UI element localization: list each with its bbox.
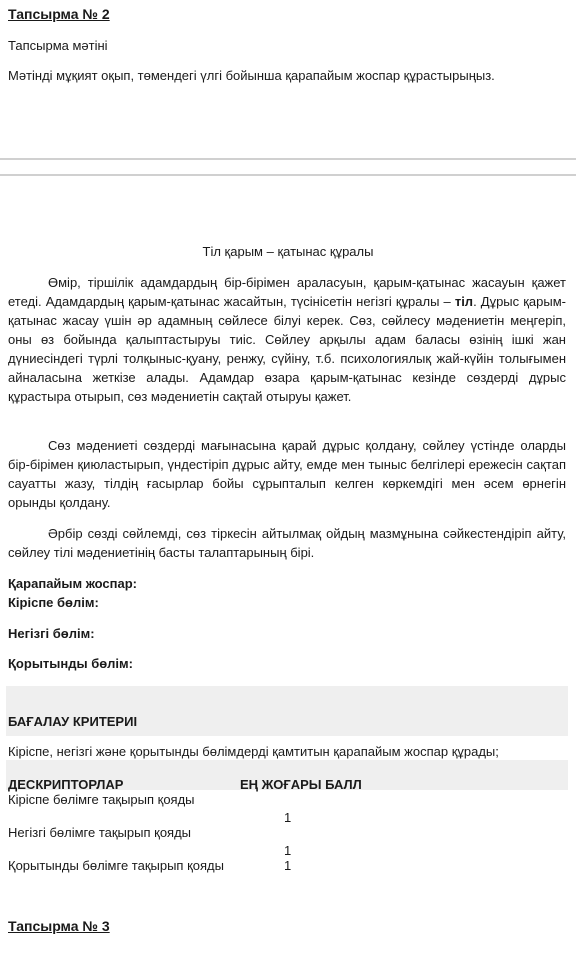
text-paragraph-2: Сөз мәдениеті сөздерді мағынасына қарай дұрыс қолдану, сөйлеу үстінде оларды бір-бірімен қиюластырып, үндестіріп дұрыс айту, емде мен тыныс белгілері ережесін сақтап сауатты жазу, тілдің ғасырлар бойы сұрыпталып келген көркемдігі мен әсем өрнегін орынды қолдану.	[8, 438, 566, 510]
descriptor-row-2: Негізгі бөлімге тақырып қояды	[8, 825, 192, 840]
text-paragraph-3: Әрбір сөзді сөйлемді, сөз тіркесін айтылмақ ойдың мазмұнына сәйкестендіріп айту, сөйлеу тілі мәдениетінің басты талаптарының бірі.	[8, 526, 566, 560]
p1-bold-term: тіл	[454, 294, 474, 309]
column-header-max-score: ЕҢ ЖОҒАРЫ БАЛЛ	[240, 777, 362, 792]
text-heading: Тіл қарым – қатынас құралы	[202, 244, 374, 259]
plan-main-label: Негізгі бөлім:	[8, 626, 95, 641]
plan-intro-label: Кіріспе бөлім:	[8, 595, 99, 610]
task-2-instruction: Мәтінді мұқият оқып, төмендегі үлгі бойынша қарапайым жоспар құрастырыңыз.	[8, 68, 495, 83]
column-header-descriptors: ДЕСКРИПТОРЛАР	[8, 777, 124, 792]
score-row-1: 1	[284, 810, 292, 825]
p1-lead: Өмір, тіршілік адамдардың бір-бірімен араласуын, қарым-қатынас жасауын қажет етеді. Адамдардың қарым-қатынас жасайтын, түсінісетін негізгі құралы –	[8, 275, 566, 309]
text-paragraph-1	[8, 273, 566, 406]
score-row-3: 1	[284, 858, 292, 873]
criteria-description: Кіріспе, негізгі және қорытынды бөлімдерді қамтитын қарапайым жоспар құрады;	[8, 744, 499, 759]
criteria-title: БАҒАЛАУ КРИТЕРИІ	[8, 714, 138, 729]
task-2-subtitle: Тапсырма мәтіні	[8, 38, 108, 53]
plan-title: Қарапайым жоспар:	[8, 576, 137, 591]
task-2-title: Тапсырма № 2	[8, 6, 110, 22]
descriptor-row-3: Қорытынды бөлімге тақырып қояды	[8, 858, 224, 873]
page-divider-bottom	[0, 174, 576, 176]
page-divider-top	[0, 158, 576, 160]
plan-conclusion-label: Қорытынды бөлім:	[8, 656, 133, 671]
descriptor-row-1: Кіріспе бөлімге тақырып қояды	[8, 792, 195, 807]
score-row-2: 1	[284, 843, 292, 858]
task-3-title: Тапсырма № 3	[8, 918, 110, 934]
p1-rest: . Дұрыс қарым-қатынас жасау үшін әр адамның сөйлесе білуі керек. Сөз, сөйлесу мәдениетін меңгеріп, оны өз бойында қалыптастыруы тиіс. Сөйлеу арқылы адам баласы өзінің ішкі жан дүниесіндегі түрлі толқыныс-қуану, ренжу, сүйіну, т.б. психологиялық жай-күйін толығымен айналасына жеткізе алады. Адамдар өзара қарым-қатынас кезінде сөздерді дұрыс құрастыра отырып, сөз мәдениетін сақтай отыруы қажет.	[8, 294, 566, 404]
